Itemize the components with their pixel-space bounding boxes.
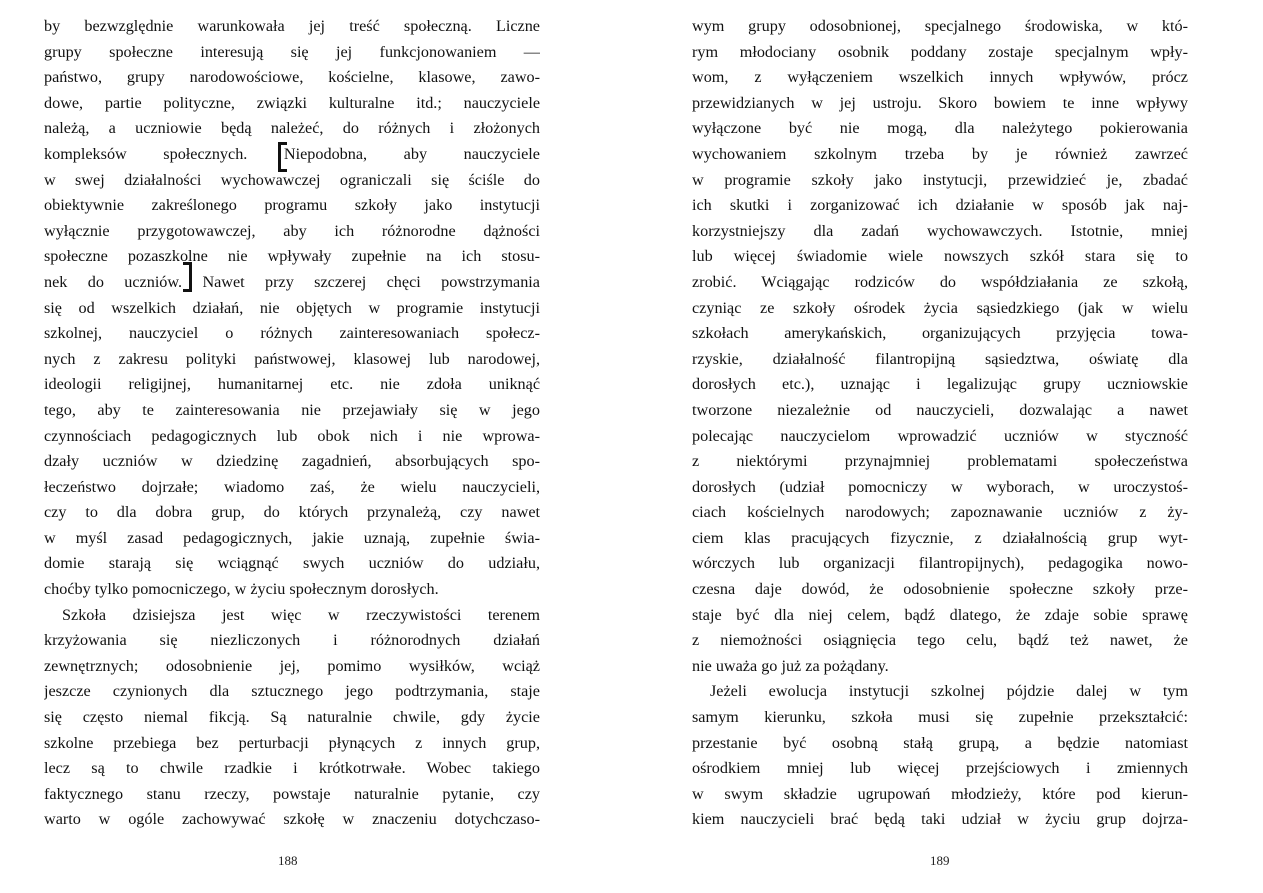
text-line: Jeżeli ewolucja instytucji szkolnej pójdzie dalej w tym — [710, 682, 1188, 701]
text-line: zewnętrznych; odosobnienie jej, pomimo wysiłków, wciąż — [44, 656, 540, 675]
text-line: rym młodociany osobnik poddany zostaje specjalnym wpły- — [692, 42, 1188, 61]
text-line: wychowaniem szkolnym trzeba by je również zawrzeć — [692, 144, 1188, 163]
text-line: w swym składzie ugrupowań młodzieży, które pod kierun- — [692, 784, 1188, 803]
text-line: dzały uczniów w dziedzinę zagadnień, absorbujących spo- — [44, 452, 540, 471]
text-line: jeszcze czynionych dla sztucznego jego podtrzymania, staje — [44, 682, 540, 701]
right-page — [692, 14, 1188, 833]
text-line: lub więcej świadomie wiele nowszych szkół stara się to — [692, 247, 1188, 266]
text-line: w programie szkoły jako instytucji, przewidzieć je, zbadać — [692, 170, 1188, 189]
text-line: ciach kościelnych narodowych; zapoznawanie uczniów z ży- — [692, 503, 1188, 522]
text-line: warto w ogóle zachowywać szkołę w znaczeniu dotychczaso- — [44, 810, 540, 829]
handwritten-close-bracket-mark — [183, 262, 192, 292]
text-line: by bezwzględnie warunkowała jej treść społeczną. Liczne — [44, 17, 540, 35]
text-line: dorosłych etc.), uznając i legalizując grupy uczniowskie — [692, 375, 1188, 394]
text-line: korzystniejszy dla zadań wychowawczych. Istotnie, mniej — [692, 221, 1188, 240]
text-line: krzyżowania się niezliczonych i różnorodnych działań — [44, 631, 540, 650]
text-line: przestanie być osobną stałą grupą, a będzie natomiast — [692, 733, 1188, 752]
text-line: łeczeństwo dojrzałe; wiadomo zaś, że wielu nauczycieli, — [44, 477, 540, 496]
text-line: polecając nauczycielom wprowadzić uczniów w styczność — [692, 426, 1188, 445]
text-line: nek do uczniów. Nawet przy szczerej chęci powstrzymania — [44, 272, 540, 291]
text-line: szkolne przebiega bez perturbacji płynących z innych grup, — [44, 733, 540, 752]
text-line: z niektórymi przynajmniej problematami społeczeństwa — [692, 452, 1188, 471]
text-line: kiem nauczycieli brać będą taki udział w życiu grup dojrza- — [692, 810, 1188, 829]
text-line: się od wszelkich działań, nie objętych w programie instytucji — [44, 298, 540, 317]
text-line: z niemożności osiągnięcia tego celu, bądź też nawet, że — [692, 631, 1188, 650]
text-line: czesna daje dowód, że odosobnienie społeczne szkoły prze- — [692, 580, 1188, 599]
text-line: szkolnej, nauczyciel o różnych zainteresowaniach społecz- — [44, 324, 540, 343]
text-line: lecz są to chwile rzadkie i krótkotrwałe. Wobec takiego — [44, 759, 540, 778]
text-line: faktycznego stanu rzeczy, powstaje naturalnie pytanie, czy — [44, 784, 540, 803]
page-number-left: 188 — [278, 853, 298, 868]
text-line: grupy społeczne interesują się jej funkcjonowaniem — — [44, 42, 540, 61]
text-line: nie uważa go już za pożądany. — [692, 656, 889, 675]
text-line: ośrodkiem mniej lub więcej przejściowych i zmiennych — [692, 759, 1188, 778]
text-line: dorosłych (udział pomocniczy w wyborach, w uroczystoś- — [692, 477, 1188, 496]
text-line: obiektywnie zakreślonego programu szkoły jako instytucji — [44, 196, 540, 215]
text-line: społeczne pozaszkolne nie wpływały zupełnie na ich stosu- — [44, 247, 540, 266]
text-line: szkołach amerykańskich, organizujących przyjęcia towa- — [692, 324, 1188, 343]
text-line: czyniąc ze szkoły ośrodek życia sąsiedzkiego (jak w wielu — [692, 298, 1188, 317]
text-line: dowe, partie polityczne, związki kulturalne itd.; nauczyciele — [44, 93, 540, 112]
text-line: staje być dla niej celem, bądź dlatego, że zdaje sobie sprawę — [692, 605, 1188, 624]
text-line: wyłączone być nie mogą, dla należytego pokierowania — [692, 119, 1188, 138]
text-line: w myśl zasad pedagogicznych, jakie uznają, zupełnie świa- — [44, 528, 540, 547]
text-line: kompleksów społecznych. Niepodobna, aby nauczyciele — [44, 144, 540, 163]
text-line: ciem klas pracujących fizycznie, z działalnością grup wyt- — [692, 528, 1188, 547]
text-line: czy to dla dobra grup, do których przynależą, czy nawet — [44, 503, 540, 522]
text-line: państwo, grupy narodowościowe, kościelne, klasowe, zawo- — [44, 68, 540, 87]
text-line: ideologii religijnej, humanitarnej etc. nie zdoła uniknąć — [44, 375, 540, 394]
text-line: rzyskie, działalność filantropijną sąsiedztwa, oświatę dla — [692, 349, 1188, 368]
text-line: domie starają się wciągnąć swych uczniów do udziału, — [44, 554, 540, 573]
text-line: zrobić. Wciągając rodziców do współdziałania ze szkołą, — [692, 272, 1188, 291]
text-line: należą, a uczniowie będą należeć, do różnych i złożonych — [44, 119, 540, 138]
text-line: ich skutki i zorganizować ich działanie w sposób jak naj- — [692, 196, 1188, 215]
text-line: przewidzianych w jej ustroju. Skoro bowiem te inne wpływy — [692, 93, 1188, 112]
text-line: tego, aby te zainteresowania nie przejawiały się w jego — [44, 400, 540, 419]
text-line: choćby tylko pomocniczego, w życiu społecznym dorosłych. — [44, 580, 439, 599]
text-line: tworzone niezależnie od nauczycieli, dozwalając a nawet — [692, 400, 1188, 419]
page-number-right: 189 — [930, 853, 950, 868]
text-line: się często niemal fikcją. Są naturalnie chwile, gdy życie — [44, 708, 540, 727]
left-page — [44, 14, 540, 833]
text-line: w swej działalności wychowawczej ograniczali się ściśle do — [44, 170, 540, 189]
text-line: wym grupy odosobnionej, specjalnego środowiska, w któ- — [692, 17, 1188, 35]
text-line: wyłącznie przygotowawczej, aby ich różnorodne dążności — [44, 221, 540, 240]
text-line: samym kierunku, szkoła musi się zupełnie przekształcić: — [692, 708, 1188, 727]
text-line: Szkoła dzisiejsza jest więc w rzeczywistości terenem — [62, 605, 540, 624]
text-line: nych z zakresu polityki państwowej, klasowej lub narodowej, — [44, 349, 540, 368]
text-line: czynnościach pedagogicznych lub obok nich i nie wprowa- — [44, 426, 540, 445]
text-line: wom, z wyłączeniem wszelkich innych wpływów, prócz — [692, 68, 1188, 87]
handwritten-open-bracket-mark — [278, 142, 287, 172]
text-line: wórczych lub organizacji filantropijnych), pedagogika nowo- — [692, 554, 1188, 573]
